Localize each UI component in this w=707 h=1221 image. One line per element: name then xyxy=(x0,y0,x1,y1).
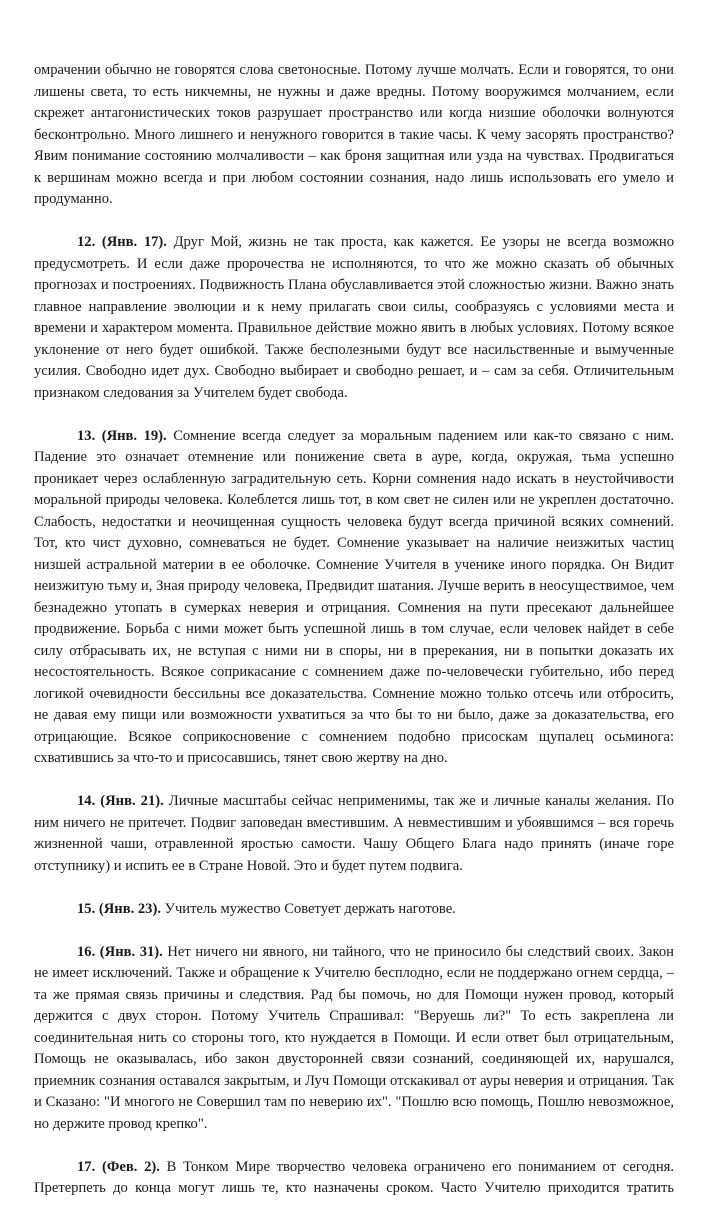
entry-15 xyxy=(34,899,674,921)
entry-text: Сомнение всегда следует за моральным падением или как-то связано с ним. Падение это означает отемнение или понижение света в ауре, когда, окружая, тьма успешно проникает через ослабленную заградительную сеть. Корни сомнения надо искать в неустойчивости моральной природы человека. Колеблется лишь тот, в ком свет не силен или не укреплен достаточно. Слабость, недостатки и неочищенная сущность человека будут всегда причиной всяких сомнений. Тот, кто чист духовно, сомневаться не будет. Сомнение указывает на наличие неизжитых частиц низшей астральной материи в ее оболочке. Сомнение Учителя в ученике иного порядка. Он Видит неизжитую тьму и, Зная природу человека, Предвидит шатания. Лучше верить в неосуществимое, чем безнадежно утопать в сумерках неверия и отрицания. Сомнения на пути пресекают дальнейшее продвижение. Борьба с ними может быть успешной лишь в том случае, если человек найдет в себе силу отбрасывать их, не вступая с ними ни в споры, ни в пререкания, ни в попытки доказать их несостоятельность. Всякое соприкасание с сомнением даже по-человечески губительно, ибо перед логикой очевидности бессильны все доказательства. Сомнение можно только отсечь или отбросить, не давая ему пищи или возможности ухватиться за что бы то ни было, даже за доказательства, его отрицающие. Всякое соприкосновение с сомнением подобно присоскам щупалец осьминога: схватившись за что-то и присосавшись, тянет свою жертву на дно. xyxy=(34,427,674,766)
entry-heading: 13. (Янв. 19). xyxy=(77,427,167,444)
entry-heading: 15. (Янв. 23). xyxy=(77,900,161,917)
entry-text: Нет ничего ни явного, ни тайного, что не приносило бы следствий своих. Закон не имеет исключений. Также и обращение к Учителю бесплодно, если не поддержано огнем сердца, – та же прямая связь причины и следствия. Рад бы помочь, но для Помощи нужен провод, который держится с двух сторон. Потому Учитель Спрашивал: "Веруешь ли?" То есть закреплена ли соединительная нить со стороны того, кто нуждается в Помощи. И если ответ был отрицательным, Помощь не оказывалась, ибо закон двусторонней связи сознаний, соединяющей их, нарушался, приемник сознания оставался закрытым, и Луч Помощи отскакивал от ауры неверия и отрицания. Так и Сказано: "И многого не Совершил там по неверию их". "Пошлю всю помощь, Пошлю невозможное, но держите провод крепко". xyxy=(34,943,674,1132)
document-page xyxy=(34,60,674,1221)
entry-heading: 12. (Янв. 17). xyxy=(77,234,167,250)
entry-text: Личные масштабы сейчас неприменимы, так же и личные каналы желания. По ним ничего не притечет. Подвиг заповедан вместившим. А невместившим и убоявшимся – вся горечь жизненной чаши, отравленной яростью самости. Чашу Общего Блага надо принять (иначе горе отступнику) и испить ее в Стране Новой. Это и будет путем подвига. xyxy=(34,793,674,874)
entry-13 xyxy=(34,426,674,770)
entry-text: В Тонком Мире творчество человека ограничено его пониманием от сегодня. Претерпеть до конца могут лишь те, кто назначены сроком. Часто Учителю приходится тратить xyxy=(34,1158,674,1196)
entry-14 xyxy=(34,791,674,877)
entry-17 xyxy=(34,1157,674,1200)
entry-12 xyxy=(34,232,674,404)
continuation-paragraph: омрачении обычно не говорятся слова светоносные. Потому лучше молчать. Если и говорятся, то они лишены света, то есть никчемны, не нужны и даже вредны. Потому вооружимся молчанием, если скрежет антагонистических токов разрушает пространство или когда низшие оболочки волнуются бесконтрольно. Много лишнего и ненужного говорится в такие часы. К чему засорять пространство? Явим понимание состоянию молчаливости – как броня защитная или узда на чувствах. Продвигаться к вершинам можно всегда и при любом состоянии сознания, надо лишь использовать его умело и продуманно. xyxy=(34,62,674,207)
entry-heading: 16. (Янв. 31). xyxy=(77,943,163,960)
entry-text: Учитель мужество Советует держать наготове. xyxy=(160,900,456,917)
entry-heading: 17. (Фев. 2). xyxy=(77,1158,160,1175)
entry-text: Друг Мой, жизнь не так проста, как кажется. Ее узоры не всегда возможно предусмотреть. И если даже пророчества не исполняются, то что же можно сказать об обычных прогнозах и построениях. Подвижность Плана обуславливается этой сложностью жизни. Важно знать главное направление эволюции и к нему прилагать свои силы, сообразуясь с условиями места и времени и характером момента. Правильное действие можно явить в любых условиях. Потому всякое уклонение от него будет ошибкой. Также бесполезными будут все насильственные и вымученные усилия. Свободно идет дух. Свободно выбирает и свободно решает, и – сам за себя. Отличительным признаком следования за Учителем будет свобода. xyxy=(34,234,674,401)
entry-16 xyxy=(34,942,674,1136)
entry-heading: 14. (Янв. 21). xyxy=(77,793,164,809)
